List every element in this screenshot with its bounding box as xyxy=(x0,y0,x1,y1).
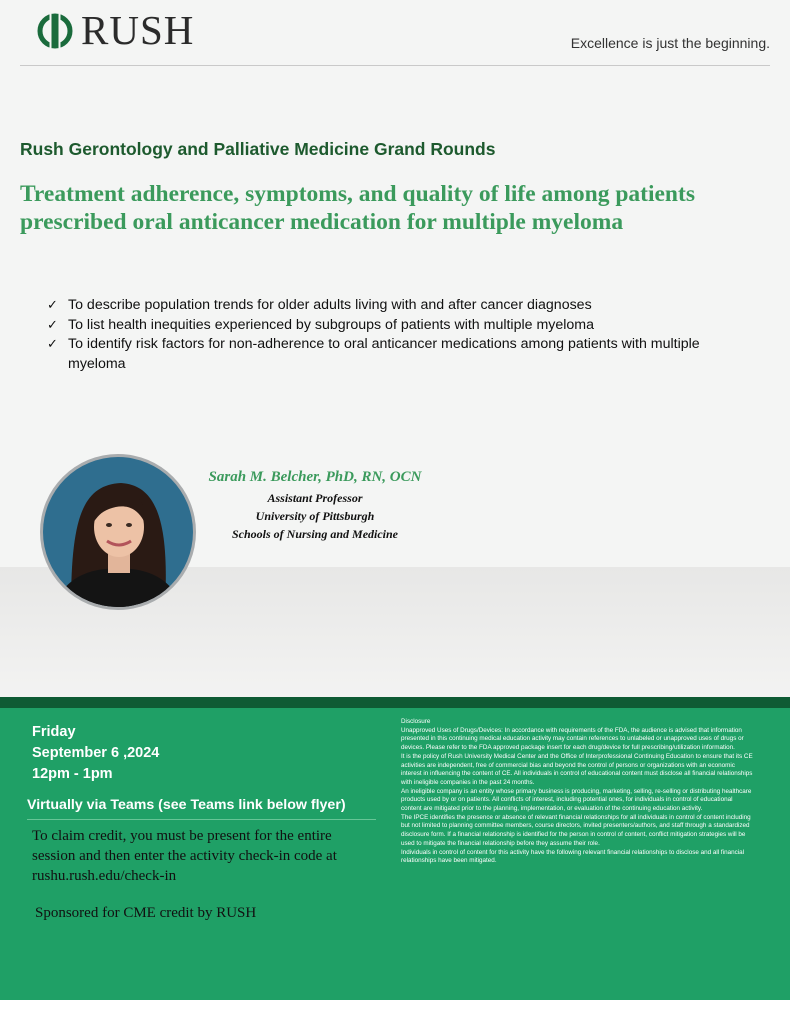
disclosure-heading: Disclosure xyxy=(401,718,431,725)
header xyxy=(0,0,790,68)
talk-title: Treatment adherence, symptoms, and quality of life among patients prescribed oral anticancer medication for multiple myeloma xyxy=(20,181,695,235)
objective-text: To describe population trends for older adults living with and after cancer diagnoses xyxy=(68,297,592,313)
check-icon: ✓ xyxy=(47,317,58,333)
series-title: Rush Gerontology and Palliative Medicine Grand Rounds xyxy=(20,139,496,159)
speaker-photo xyxy=(40,454,196,610)
header-divider xyxy=(20,65,770,66)
disclosure-paragraph: It is the policy of Rush University Medical Center and the Office of Interprofessional Continuing Education to ensure that its CE activities are independent, free of commercial bias and beyond the control of persons or organizations with an economic interest in influencing the content of CE. All individuals in control of educational content must disclose all financial relationships with ineligible companies in the past 24 months. xyxy=(401,752,753,786)
speaker-institution: University of Pittsburgh xyxy=(255,509,375,523)
claim-credit-text: To claim credit, you must be present for the entire session and then enter the activity check-in code at rushu.rush.edu/check-in xyxy=(32,828,337,884)
bottom-margin xyxy=(0,1000,790,1024)
disclosure-block xyxy=(401,718,753,866)
event-date: September 6 ,2024 xyxy=(32,745,160,761)
objectives-list xyxy=(47,296,747,374)
objective-item xyxy=(47,335,747,374)
event-details xyxy=(32,722,159,785)
event-time: 12pm - 1pm xyxy=(32,766,113,782)
logo-text: RUSH xyxy=(81,7,195,53)
speaker-title: Assistant Professor xyxy=(267,491,363,505)
venue-divider xyxy=(27,819,376,820)
footer-top-stripe xyxy=(0,697,790,708)
disclosure-paragraph: The IPCE identifies the presence or absence of relevant financial relationships for all individuals in control of content including but not limited to planning committee members, course directors, invited presenters/authors, and staff through a standardized disclosure form. If a financial relationship is identified for the person in control of content, conflict mitigation strategies will be used to mitigate the financial relationship before they assume their role. xyxy=(401,813,751,847)
speaker-school: Schools of Nursing and Medicine xyxy=(231,527,399,541)
disclosure-paragraph: Individuals in control of content for this activity have the following relevant financial relationships to disclose and all financial relationships have been mitigated. xyxy=(401,848,745,865)
speaker-portrait-icon xyxy=(43,457,193,607)
speaker-name: Sarah M. Belcher, PhD, RN, OCN xyxy=(208,469,422,485)
check-icon: ✓ xyxy=(47,337,58,352)
event-day: Friday xyxy=(32,724,76,740)
objective-text: To list health inequities experienced by subgroups of patients with multiple myeloma xyxy=(68,316,595,333)
objective-item xyxy=(47,296,747,316)
sponsor-text: Sponsored for CME credit by RUSH xyxy=(35,905,257,921)
tagline: Excellence is just the beginning. xyxy=(570,35,770,51)
event-venue: Virtually via Teams (see Teams link below flyer) xyxy=(27,797,346,813)
rush-emblem-icon xyxy=(37,13,73,49)
speaker-info xyxy=(185,469,445,543)
objective-text: To identify risk factors for non-adherence to oral anticancer medications among patients with multiple myeloma xyxy=(68,336,700,372)
disclosure-paragraph: An ineligible company is an entity whose primary business is producing, marketing, selling, re-selling or distributing healthcare products used by or on patients. All conflicts of interest, including potential ones, for individuals in control of educational content are mitigated prior to the planning, implementation, or evaluation of the continuing education activity. xyxy=(401,787,752,813)
objective-item xyxy=(47,316,747,336)
rush-logo xyxy=(37,7,195,53)
disclosure-paragraph: Unapproved Uses of Drugs/Devices: In accordance with requirements of the FDA, the audience is advised that information presented in this continuing medical education activity may contain references to unlabeled or unapproved uses of drugs or devices. Please refer to the FDA approved package insert for each drug/device for full prescribing/utilization information. xyxy=(401,726,744,752)
check-icon: ✓ xyxy=(47,298,58,313)
